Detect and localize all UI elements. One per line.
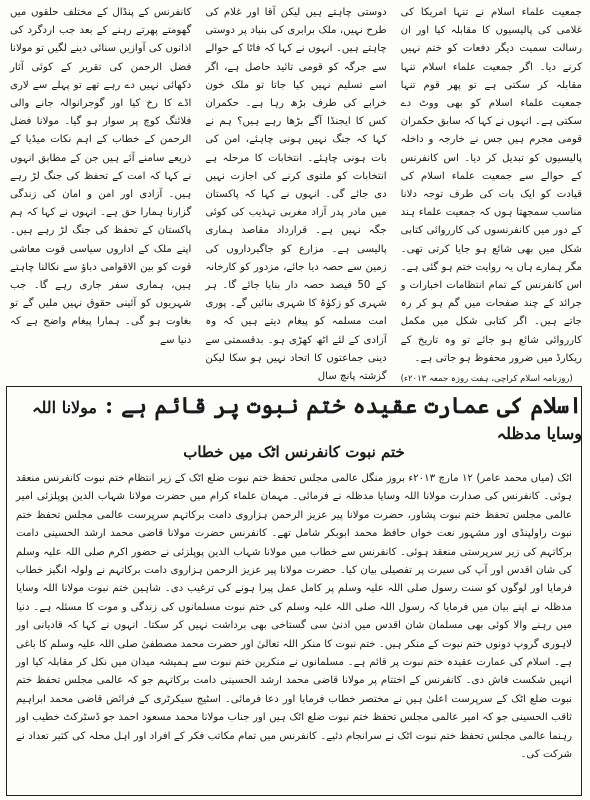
headline-byline: مولانا اللہ وسایا مدظلہ (32, 398, 582, 443)
headline-text: اسلام کی عمارت عقیدہ ختم نبوت پر قائم ہے (121, 393, 582, 419)
article-credit: (روزنامہ اسلام کراچی، ہفت روزہ جمعہ ۲۰۱۳ء) (400, 374, 573, 385)
article-column-right (10, 4, 191, 364)
article-headline (6, 393, 582, 445)
column-text: جمعیت علماء اسلام نے تنہا امریکا کی غلامی کی پالیسیوں کا مقابلہ کیا اور ان رسالت سمیت دیگر دفعات کو ختم نہیں کرنے دیا۔ اگر جمعیت علماء اسلام تنہا مقابلہ کر سکتی ہے تو پھر قوم تنہا جمعیت علماء اسلام کو بھی ووٹ دے سکتی ہے۔ انہوں نے کہا کہ سابق حکمران قومی مجرم ہیں جس نے خارجہ و داخلہ پالیسیوں کو تبدیل کر دیا۔ اس کانفرنس کے حوالے سے جمعیت علماء اسلام کی قیادت کو ایک بات کی طرف توجہ دلانا مناسب سمجھتا ہوں کہ جمعیت علماء ہند کے دور میں کانفرنسوں کی کارروائی کتابی شکل میں بھی شائع ہو جایا کرتی تھی۔ مگر ہمارے ہاں یہ روایت ختم ہو گئی ہے۔ اس کانفرنس کے تمام انتظامات اخبارات و جرائد کے چند صفحات میں گم ہو کر رہ جاتے ہیں۔ اگر کتابی شکل میں مکمل کارروائی شائع ہو جائے تو وہ تاریخ کے ریکارڈ میں ضرور محفوظ ہو جاتی ہے۔ (400, 7, 582, 364)
column-text: کانفرنس کے پنڈال کے مختلف حلقوں میں گھومتے پھرتے رہنے کے بعد جب اردگرد کی اذانوں کی آوازیں سنائی دینے لگیں تو مولانا فضل الرحمن کی تقریر کے کوئی آثار دکھائی نہیں دے رہے تھے تو پہلے سے لاری اڈے کا رخ کیا اور گوجرانوالہ جانے والی فلائنگ کوچ پر سوار ہو گیا۔ مولانا فضل الرحمن کے خطاب کے اہم نکات میڈیا کے ذریعے سامنے آئے ہیں جن کے مطابق انہوں نے کہا کہ امت کے تحفظ کی جنگ لڑ رہے ہیں۔ آزادی اور امن و امان کی زندگی گزارنا ہمارا حق ہے۔ انہوں نے کہا کہ ہم پاکستان کے تحفظ کی جنگ لڑ رہے ہیں۔ اپنے ملک کے اداروں سیاسی قوت معاشی قوت کو بین الاقوامی دباؤ سے نکالنا چاہتے ہیں، ہماری سفر جاری رہے گا۔ جب شہریوں کو آئینی حقوق نہیں ملیں گے تو بغاوت ہو گی۔ ہمارا پیغام واضح ہے کہ دنیا سے (10, 7, 192, 346)
article-body (16, 470, 572, 790)
article-body-text: اٹک (میاں محمد عامر) ۱۲ مارچ ۲۰۱۳ء بروز منگل عالمی مجلس تحفظ ختم نبوت ضلع اٹک کے زیر انتظام ختم نبوت کانفرنس منعقد ہوئی۔ کانفرنس کی صدارت مولانا اللہ وسایا مدظلہ نے فرمائی۔ مہمان علماء کرام میں حضرت مولانا شہاب الدین پوپلزئی امیر عالمی مجلس تحفظ ختم نبوت پشاور، حضرت مولانا پیر عزیز الرحمن ہزاروی دامت برکاتہم سرپرست عالمی مجلس تحفظ ختم نبوت راولپنڈی اور مشہور نعت خواں حافظ محمد ابوبکر شامل تھے۔ کانفرنس حضرت مولانا قاضی محمد ارشد الحسینی دامت برکاتہم کی زیر سرپرستی منعقد ہوئی۔ کانفرنس سے خطاب میں مولانا شہاب الدین پوپلزئی نے حضور اکرم صلی اللہ علیہ وسلم کی شان اقدس اور آپ کی سیرت پر تفصیلی بیان کیا۔ حضرت مولانا پیر عزیز الرحمن ہزاروی دامت برکاتہم نے ولولہ انگیز خطاب فرمایا اور لوگوں کو سنت رسول صلی اللہ علیہ وسلم پر کامل عمل پیرا ہونے کی ترغیب دی۔ شاہین ختم نبوت مولانا اللہ وسایا مدظلہ نے اپنے بیان میں فرمایا کہ رسول اللہ صلی اللہ علیہ وسلم کی ختم نبوت مسلمانوں کی زندگی و موت کا مسئلہ ہے۔ دنیا میں رہنے والا کوئی بھی مسلمان شان اقدس میں ادنیٰ سی گستاخی بھی برداشت نہیں کر سکتا۔ انہوں نے کہا کہ قادیانی اور لاہوری گروپ دونوں ختم نبوت کے منکر ہیں۔ ختم نبوت کا منکر اللہ تعالیٰ اور حضرت محمد مصطفیٰ صلی اللہ علیہ وسلم کا باغی ہے۔ اسلام کی عمارت عقیدہ ختم نبوت پر قائم ہے۔ مسلمانوں نے منکرین ختم نبوت سے ہمیشہ میدان میں نکل کر مقابلہ کیا اور انہیں شکست فاش دی۔ کانفرنس کے اختتام پر مولانا قاضی محمد ارشد الحسینی دامت برکاتہم جو کہ عالمی مجلس تحفظ ختم نبوت ضلع اٹک کے سرپرست اعلیٰ ہیں نے مختصر خطاب فرمایا اور دعا فرمائی۔ اسٹیج سیکرٹری کے فرائض قاضی محمد ابراہیم ثاقب الحسینی جو کہ امیر عالمی مجلس تحفظ ختم نبوت ضلع اٹک ہیں اور جناب مولانا محمد مسعود احمد جو ڈسٹرکٹ خطیب اور رہنما عالمی مجلس تحفظ ختم نبوت اٹک نے سرانجام دئیے۔ کانفرنس میں تمام مکاتب فکر کے افراد اور اہل محلہ کی کثیر تعداد نے شرکت کی۔ (16, 473, 572, 761)
headline-row (6, 393, 582, 443)
article-subheadline: ختم نبوت کانفرنس اٹک میں خطاب (183, 443, 405, 461)
article-column-left (400, 4, 582, 385)
column-text: دوستی چاہتے ہیں لیکن آقا اور غلام کی طرح نہیں، ملک برابری کی بنیاد پر دوستی چاہتے ہیں۔ انہوں نے کہا کہ فاٹا کے حوالے سے جرگہ کو قومی تائید حاصل ہے، اگر اسے تسلیم نہیں کیا جاتا تو ملک خون خرابے کی طرف بڑھ رہا ہے۔ حکمران کس کا ایجنڈا آگے بڑھا رہے ہیں؟ ہم نے کہا کہ جنگ نہیں ہونی چاہئے، امن کی بات ہونی چاہئے۔ انتخابات کا مرحلہ ہے انتخابات کو ملتوی کرنے کی اجازت نہیں دی جائے گی۔ انہوں نے کہا کہ پاکستان میں مادر پدر آزاد مغربی تہذیب کی کوئی جگہ نہیں ہے۔ قرارداد مقاصد ہماری پالیسی ہے۔ مزارع کو جاگیرداروں کی زمین سے حصہ دیا جائے، مزدور کو کارخانہ کے 50 فیصد حصہ دار بنایا جائے گا۔ ہر شہری کو زکوٰۃ کا شہری بنائیں گے۔ پوری امت مسلمہ کو پیغام دیتے ہیں کہ وہ آزادی کے لئے اٹھ کھڑی ہو۔ بدقسمتی سے دینی جماعتوں کا اتحاد نہیں ہو سکا لیکن گزشتہ پانچ سال (205, 7, 387, 383)
subheadline-row (6, 442, 582, 462)
article-column-middle (205, 4, 387, 383)
headline-separator: : (104, 393, 114, 419)
top-article (10, 4, 582, 385)
